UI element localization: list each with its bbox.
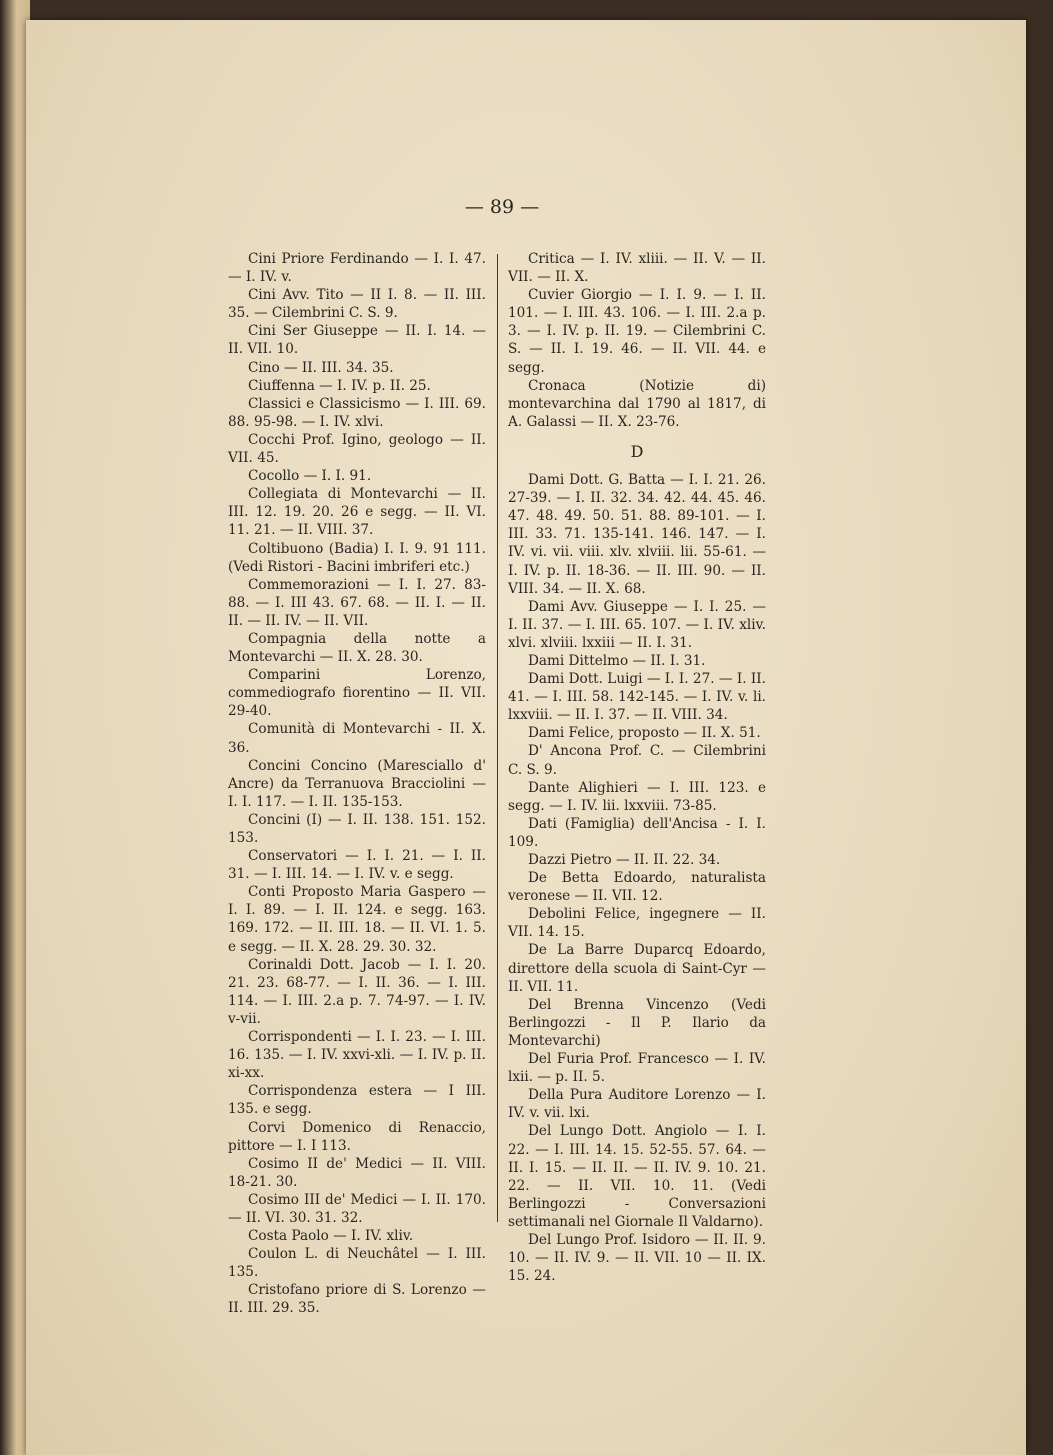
- index-column-left: [228, 250, 486, 1318]
- index-entry: Cristofano priore di S. Lorenzo — II. III. 29. 35.: [228, 1282, 486, 1317]
- index-entry: Debolini Felice, ingegnere — II. VII. 14. 15.: [508, 906, 766, 941]
- index-entry: Comunità di Montevarchi - II. X. 36.: [228, 721, 486, 756]
- index-entry: Cini Ser Giuseppe — II. I. 14. — II. VII. 10.: [228, 323, 486, 358]
- index-entry: Cronaca (Notizie di) montevarchina dal 1790 al 1817, di A. Galassi — II. X. 23-76.: [508, 377, 766, 430]
- index-entry: Coulon L. di Neuchâtel — I. III. 135.: [228, 1246, 486, 1281]
- index-entry: De La Barre Duparcq Edoardo, direttore della scuola di Saint-Cyr — II. VII. 11.: [508, 942, 766, 995]
- index-entry: Costa Paolo — I. IV. xliv.: [248, 1228, 414, 1245]
- index-entry: Della Pura Auditore Lorenzo — I. IV. v. vii. lxi.: [508, 1087, 766, 1122]
- column-divider: [497, 254, 498, 1222]
- index-entry: D' Ancona Prof. C. — Cilembrini C. S. 9.: [508, 743, 766, 778]
- page-number: — 89 —: [464, 196, 540, 218]
- index-entry: Cocchi Prof. Igino, geologo — II. VII. 45.: [228, 431, 486, 467]
- index-entry: Compagnia della notte a Montevarchi — II. X. 28. 30.: [228, 630, 486, 666]
- index-entry: Cini Priore Ferdinando — I. I. 47. — I. IV. v.: [228, 251, 486, 286]
- section-letter-heading: D: [630, 441, 644, 461]
- index-entry: Comparini Lorenzo, commediografo fiorentino — II. VII. 29-40.: [228, 667, 486, 720]
- index-entry: Concini Concino (Maresciallo d' Ancre) da Terranuova Bracciolini — I. I. 117. — I. II. 135-153.: [228, 757, 486, 810]
- index-entry: Dazzi Pietro — II. II. 22. 34.: [528, 852, 721, 868]
- index-entry: Dami Dott. G. Batta — I. I. 21. 26. 27-39. — I. II. 32. 34. 42. 44. 45. 46. 47. 48. 49. 50. 51. 88. 89-101. — I. III. 33. 71. 135-141. 146. 147. — I. IV. vi. vii. viii. xlv. xlviii. lii. 55-61. — I. IV. p. II. 18-36. — II. III. 90. — II. VIII. 34. — II. X. 68.: [508, 472, 766, 597]
- index-entry: Del Furia Prof. Francesco — I. IV. lxii. — p. II. 5.: [508, 1051, 766, 1086]
- index-entry: Dami Avv. Giuseppe — I. I. 25. — I. II. 37. — I. III. 65. 107. — I. IV. xliv. xlvi. xlviii. lxxiii — II. I. 31.: [508, 598, 766, 651]
- index-entry: Del Lungo Prof. Isidoro — II. II. 9. 10. — II. IV. 9. — II. VII. 10 — II. IX. 15. 24.: [508, 1231, 766, 1285]
- index-entry: Dami Felice, proposto — II. X. 51.: [528, 725, 761, 742]
- index-entry: Cocollo — I. I. 91.: [248, 468, 372, 485]
- index-entry: Conti Proposto Maria Gaspero — I. I. 89. — I. II. 124. e segg. 163. 169. 172. — II. III. 18. — II. VI. 1. 5. e segg. — II. X. 28. 29. 30. 32.: [228, 884, 486, 955]
- index-column-right: [508, 250, 766, 1285]
- index-entry: Concini (I) — I. II. 138. 151. 152. 153.: [228, 811, 486, 846]
- index-entry: Critica — I. IV. xliii. — II. V. — II. VII. — II. X.: [508, 251, 766, 286]
- index-entry: Corvi Domenico di Renaccio, pittore — I. I 113.: [228, 1119, 486, 1154]
- index-entry: Del Brenna Vincenzo (Vedi Berlingozzi - Il P. Ilario da Montevarchi): [508, 996, 766, 1049]
- index-entry: Coltibuono (Badia) I. I. 9. 91 111. (Vedi Ristori - Bacini imbriferi etc.): [228, 540, 486, 575]
- index-entry: Corrispondenza estera — I III. 135. e segg.: [228, 1083, 486, 1118]
- index-entry: Cosimo III de' Medici — I. II. 170. — II. VI. 30. 31. 32.: [228, 1191, 486, 1226]
- index-entry: Corinaldi Dott. Jacob — I. I. 20. 21. 23. 68-77. — I. II. 36. — I. III. 114. — I. III. 2.a p. 7. 74-97. — I. IV. v-vii.: [228, 956, 486, 1027]
- index-entry: Collegiata di Montevarchi — II. III. 12. 19. 20. 26 e segg. — II. VI. 11. 21. — II. VIII. 37.: [228, 486, 486, 539]
- index-entry: Commemorazioni — I. I. 27. 83-88. — I. III 43. 67. 68. — II. I. — II. II. — II. IV. — II. VII.: [228, 576, 486, 629]
- index-entry: Corrispondenti — I. I. 23. — I. III. 16. 135. — I. IV. xxvi-xli. — I. IV. p. II. xi-xx.: [228, 1029, 486, 1082]
- index-entry: Del Lungo Dott. Angiolo — I. I. 22. — I. III. 14. 15. 52-55. 57. 64. — II. I. 15. — II. II. — II. IV. 9. 10. 21. 22. — II. VII. 10. 11. (Vedi Berlingozzi - Conversazioni settimanali nel Giornale Il Valdarno).: [508, 1123, 766, 1230]
- index-entry: Cosimo II de' Medici — II. VIII. 18-21. 30.: [228, 1155, 486, 1190]
- index-entry: Dami Dott. Luigi — I. I. 27. — I. II. 41. — I. III. 58. 142-145. — I. IV. v. li. lxxviii. — II. I. 37. — II. VIII. 34.: [508, 671, 766, 724]
- index-entry: Cuvier Giorgio — I. I. 9. — I. II. 101. — I. III. 43. 106. — I. III. 2.a p. 3. — I. IV. p. II. 19. — Cilembrini C. S. — II. I. 19. 46. — II. VII. 44. e segg.: [508, 287, 766, 376]
- index-entry: Dante Alighieri — I. III. 123. e segg. — I. IV. lii. lxxviii. 73-85.: [508, 779, 766, 814]
- index-entry: De Betta Edoardo, naturalista veronese — II. VII. 12.: [508, 870, 766, 905]
- index-entry: Cino — II. III. 34. 35.: [248, 359, 394, 376]
- index-entry: Classici e Classicismo — I. III. 69. 88. 95-98. — I. IV. xlvi.: [228, 395, 486, 430]
- index-entry: Dati (Famiglia) dell'Ancisa - I. I. 109.: [508, 815, 766, 850]
- index-entry: Ciuffenna — I. IV. p. II. 25.: [248, 377, 431, 394]
- index-entry: Conservatori — I. I. 21. — I. II. 31. — I. III. 14. — I. IV. v. e segg.: [228, 848, 486, 883]
- index-entry: Cini Avv. Tito — II I. 8. — II. III. 35. — Cilembrini C. S. 9.: [228, 287, 486, 322]
- index-entry: Dami Dittelmo — II. I. 31.: [528, 652, 706, 669]
